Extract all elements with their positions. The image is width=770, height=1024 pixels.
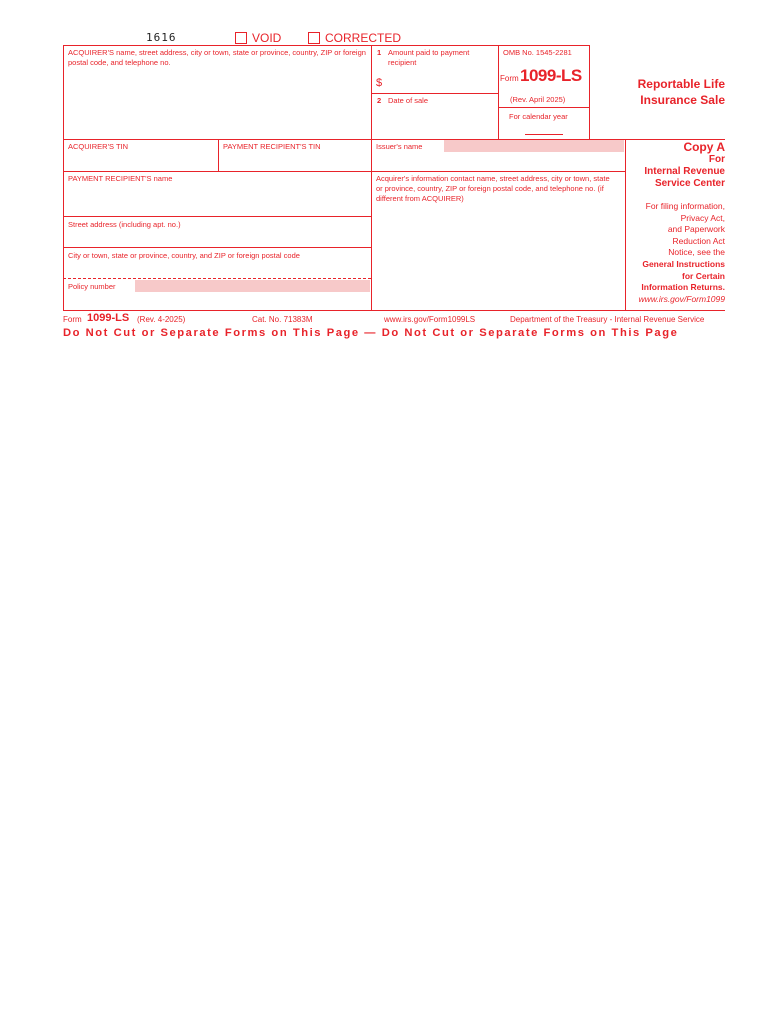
acquirer-contact-label: Acquirer's information contact name, street address, city or town, state or province, country, ZIP or foreign postal code, and telephone no. (if different from ACQUIRER) <box>376 174 610 203</box>
footer-url[interactable]: www.irs.gov/Form1099LS <box>384 315 476 324</box>
city-label: City or town, state or province, country, and ZIP or foreign postal code <box>68 251 300 260</box>
box2-date-field[interactable] <box>372 108 497 138</box>
do-not-cut-warning: Do Not Cut or Separate Forms on This Page — Do Not Cut or Separate Forms on This Page <box>63 327 679 339</box>
calendar-year-label: For calendar year <box>509 112 568 121</box>
omb-number: OMB No. 1545-2281 <box>503 48 572 57</box>
footer-form-word: Form <box>63 315 82 324</box>
acquirer-name-label: ACQUIRER'S name, street address, city or town, state or province, country, ZIP or foreign postal code, and telephone no. <box>68 48 366 67</box>
box1-dollar: $ <box>376 77 383 89</box>
recipient-tin-field[interactable] <box>219 155 370 170</box>
box2-label: Date of sale <box>388 96 429 105</box>
policy-number-field[interactable] <box>135 280 370 292</box>
title-line-1: Reportable Life <box>637 77 725 91</box>
void-checkbox[interactable] <box>235 32 247 44</box>
box2-number: 2 <box>377 96 382 105</box>
filing-info-line: For filing information, <box>645 201 725 211</box>
form1099-link[interactable]: www.irs.gov/Form1099 <box>638 293 725 304</box>
footer-form-number: 1099-LS <box>87 312 130 324</box>
footer-department: Department of the Treasury - Internal Revenue Service <box>510 315 705 324</box>
title-line-2: Insurance Sale <box>640 93 725 107</box>
filing-info-line: Reduction Act <box>672 235 725 246</box>
filing-info-line: Privacy Act, <box>680 212 725 223</box>
street-label: Street address (including apt. no.) <box>68 220 181 229</box>
form-number-title: 1099-LS <box>520 66 582 85</box>
corrected-checkbox[interactable] <box>308 32 320 44</box>
city-field[interactable] <box>64 263 370 277</box>
filing-info-text <box>620 201 725 305</box>
irs-line-2: Service Center <box>654 178 725 189</box>
issuer-name-label: Issuer's name <box>376 142 423 151</box>
form-code: 1616 <box>146 31 177 44</box>
filing-info-line: Notice, see the <box>668 247 725 258</box>
recipient-name-label: PAYMENT RECIPIENT'S name <box>68 174 173 183</box>
corrected-label: CORRECTED <box>325 31 402 45</box>
box1-label: Amount paid to payment recipient <box>388 48 470 67</box>
acquirer-contact-field[interactable] <box>372 208 624 308</box>
acquirer-name-field[interactable] <box>64 72 370 138</box>
calendar-year-field[interactable] <box>525 134 563 135</box>
street-field[interactable] <box>64 232 370 246</box>
irs-line-1: Internal Revenue <box>644 166 725 177</box>
form-word: Form <box>500 74 519 83</box>
filing-info-line: and Paperwork <box>667 224 725 235</box>
issuer-name-field[interactable] <box>444 140 624 152</box>
footer-cat-no: Cat. No. 71383M <box>252 315 313 324</box>
box1-number: 1 <box>377 48 382 57</box>
box1-amount-field[interactable] <box>386 72 496 92</box>
policy-number-label: Policy number <box>68 282 116 291</box>
footer-rev: (Rev. 4-2025) <box>137 315 186 324</box>
recipient-name-field[interactable] <box>64 186 370 215</box>
acquirer-tin-field[interactable] <box>64 155 217 170</box>
rev-date: (Rev. April 2025) <box>510 95 566 104</box>
copy-a-label: Copy A <box>683 140 725 154</box>
instructions-line: for Certain <box>682 270 725 281</box>
recipient-tin-label: PAYMENT RECIPIENT'S TIN <box>223 142 321 151</box>
instructions-line: Information Returns. <box>641 282 725 293</box>
instructions-line: General Instructions <box>642 258 725 269</box>
acquirer-tin-label: ACQUIRER'S TIN <box>68 142 129 151</box>
for-label: For <box>708 154 725 165</box>
void-label: VOID <box>252 31 282 45</box>
